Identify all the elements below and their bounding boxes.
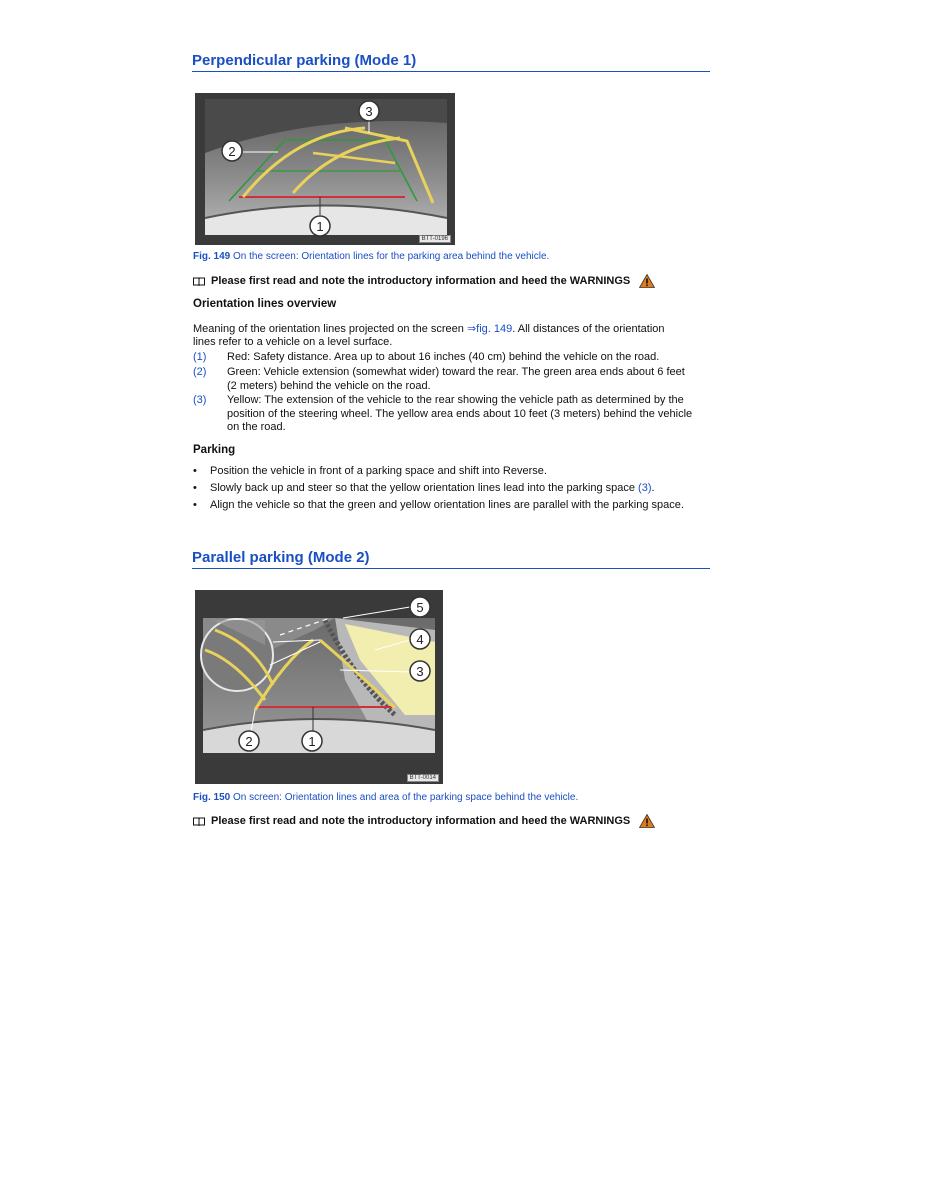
svg-text:2: 2 [245, 734, 253, 749]
item-text-block [227, 366, 713, 393]
item-number: (1) [193, 351, 207, 363]
list-item [193, 366, 713, 394]
orientation-lines-subheading: Orientation lines overview [193, 298, 337, 310]
bullet-dot: • [193, 465, 197, 477]
svg-text:1: 1 [308, 734, 316, 749]
callout-2 [239, 731, 259, 751]
bullet-text-end: . [651, 482, 655, 494]
bullet-text-block [210, 482, 710, 494]
warning-note [193, 274, 655, 288]
item-number: (2) [193, 366, 207, 378]
caption-text: On screen: Orientation lines and area of the parking space behind the vehicle. [233, 792, 579, 803]
figure-tag: BTT-0014 [407, 774, 439, 782]
svg-text:3: 3 [365, 104, 373, 119]
figure-tag: BTT-0196 [419, 235, 451, 243]
item-text-block [227, 394, 713, 435]
item-text: on the road. [227, 421, 286, 433]
bullet-text: Align the vehicle so that the green and yellow orientation lines are parallel with the parking space. [210, 499, 684, 511]
figure-149-camera-view [195, 93, 455, 245]
figure-150-caption [193, 792, 578, 803]
book-icon [193, 817, 205, 826]
section-heading-parallel: Parallel parking (Mode 2) [192, 549, 710, 569]
bullet-text: Position the vehicle in front of a parking space and shift into Reverse. [210, 465, 547, 477]
camera-view-illustration [195, 93, 455, 245]
callout-3 [410, 661, 430, 681]
bullet-dot: • [193, 482, 197, 494]
caption-label: Fig. 150 [193, 792, 231, 803]
book-icon [193, 277, 205, 286]
callout-3-link[interactable]: (3) [638, 482, 652, 494]
caption-text: On the screen: Orientation lines for the parking area behind the vehicle. [233, 251, 550, 262]
fig-149-link[interactable]: ⇒fig. 149 [466, 323, 513, 335]
intro-text-end: . All distances of the orientation [512, 323, 665, 335]
svg-text:5: 5 [416, 600, 424, 615]
callout-5 [410, 597, 430, 617]
section-heading-perpendicular: Perpendicular parking (Mode 1) [192, 52, 710, 72]
callout-2 [222, 141, 242, 161]
item-text: Red: Safety distance. Area up to about 16 inches (40 cm) behind the vehicle on the road. [227, 351, 660, 363]
warning-icon [639, 274, 655, 288]
intro-text: Meaning of the orientation lines projected on the screen [193, 323, 467, 335]
item-text: (2 meters) behind the vehicle on the road. [227, 379, 431, 392]
item-number: (3) [193, 394, 207, 406]
list-item [193, 351, 713, 365]
intro-text-line2: lines refer to a vehicle on a level surface. [193, 336, 393, 348]
camera-view-illustration [195, 590, 443, 784]
list-item [193, 394, 713, 436]
callout-4 [410, 629, 430, 649]
bullet-dot: • [193, 499, 197, 511]
svg-text:2: 2 [228, 144, 236, 159]
svg-text:4: 4 [416, 632, 424, 647]
svg-text:1: 1 [316, 219, 324, 234]
caption-label: Fig. 149 [193, 251, 231, 262]
parking-subheading: Parking [193, 444, 236, 456]
note-text: Please first read and note the introductory information and heed the WARNINGS [211, 815, 631, 827]
callout-1 [302, 731, 322, 751]
item-text: Yellow: The extension of the vehicle to the rear showing the vehicle path as determined by the [227, 394, 684, 406]
note-text: Please first read and note the introductory information and heed the WARNINGS [211, 275, 631, 287]
item-text: position of the steering wheel. The yellow area ends about 10 feet (3 meters) behind the vehicle [227, 407, 693, 420]
warning-note [193, 814, 655, 828]
intro-paragraph [193, 323, 713, 349]
svg-text:3: 3 [416, 664, 424, 679]
warning-icon [639, 814, 655, 828]
figure-149-caption [193, 251, 549, 262]
item-text: Green: Vehicle extension (somewhat wider) toward the rear. The green area ends about 6 feet [227, 366, 685, 378]
callout-3 [359, 101, 379, 121]
figure-150-camera-view [195, 590, 443, 784]
bullet-text: Slowly back up and steer so that the yellow orientation lines lead into the parking space [210, 482, 639, 494]
callout-1 [310, 216, 330, 236]
